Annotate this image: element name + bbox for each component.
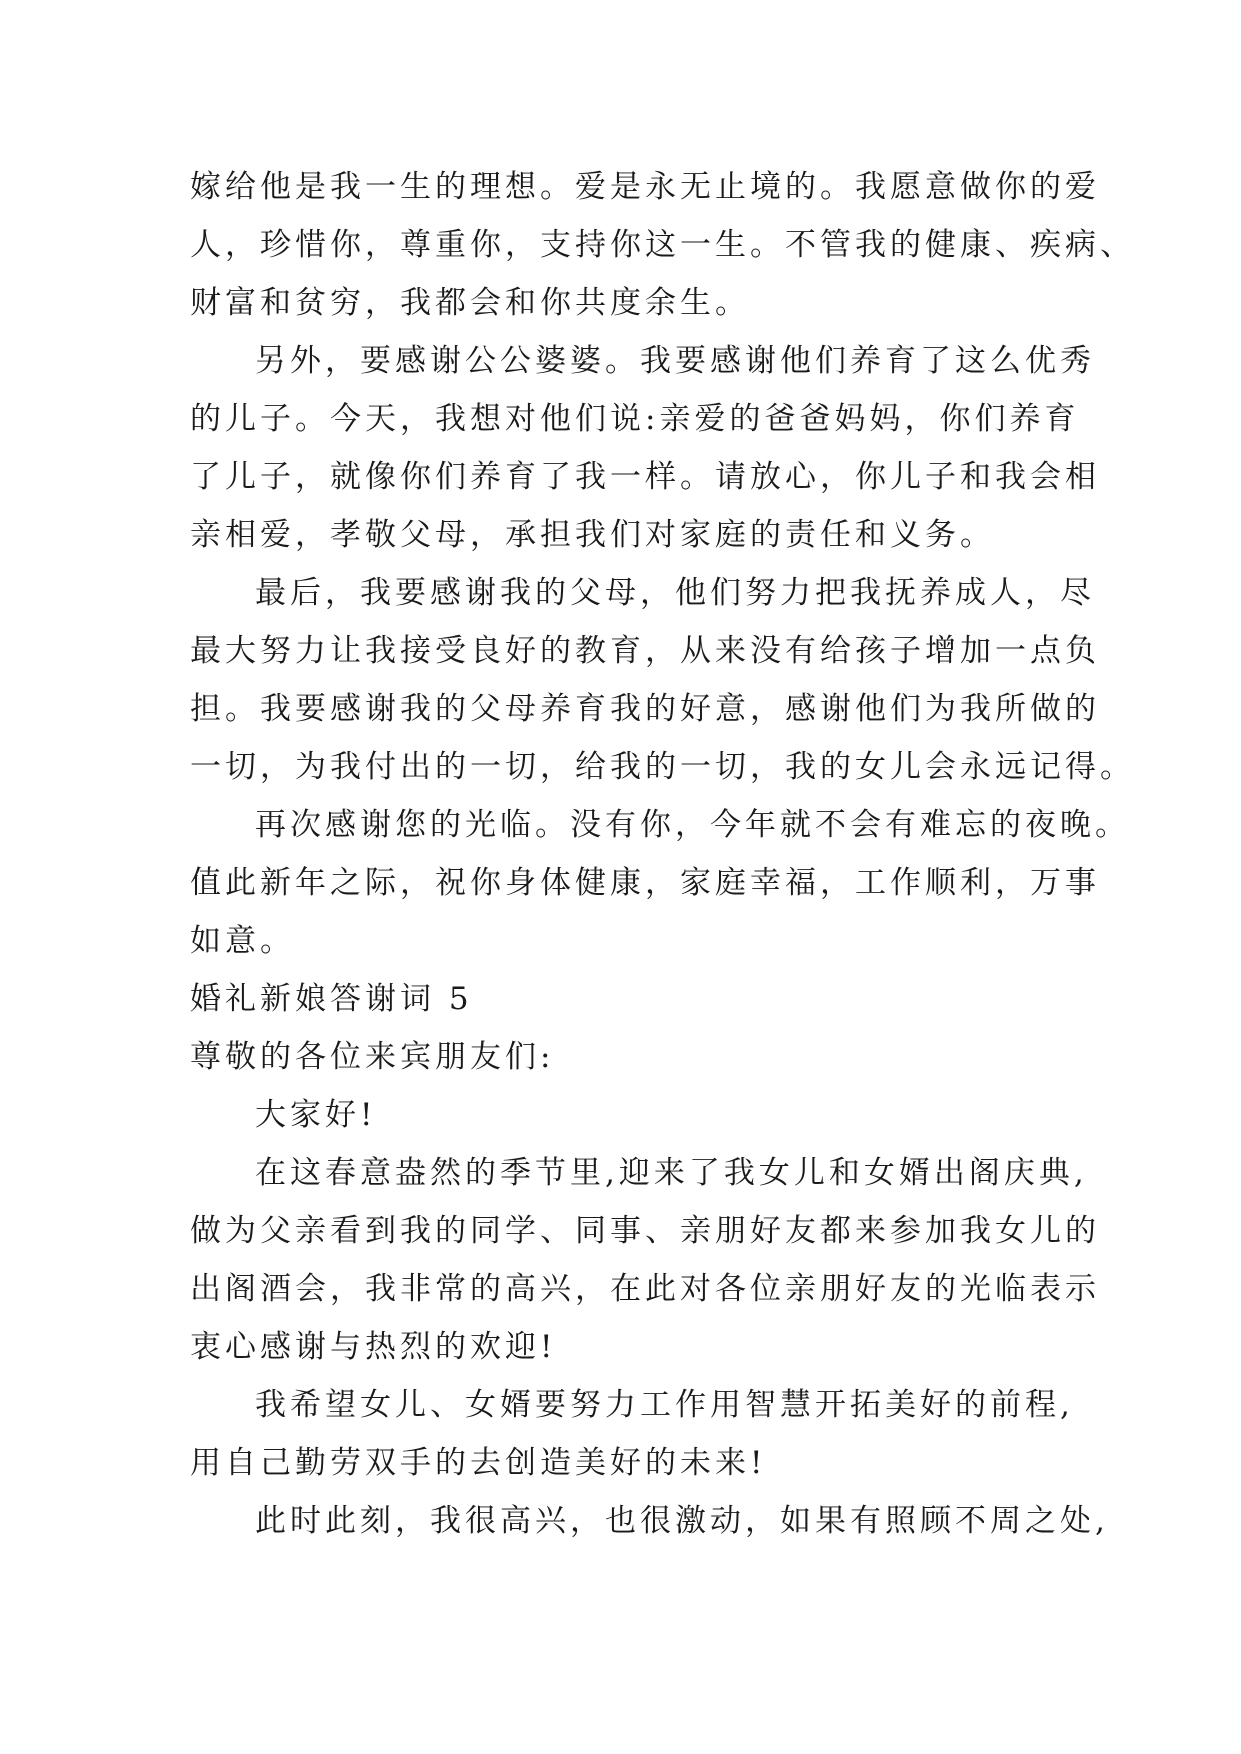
document-body bbox=[190, 158, 1135, 1550]
paragraph-first-line: 我希望女儿、女婿要努力工作用智慧开拓美好的前程, bbox=[255, 1387, 1074, 1423]
text-line: 了儿子，就像你们养育了我一样。请放心，你儿子和我会相 bbox=[190, 459, 1100, 495]
text-line: 亲相爱，孝敬父母，承担我们对家庭的责任和义务。 bbox=[190, 517, 995, 553]
salutation: 尊敬的各位来宾朋友们: bbox=[190, 1039, 555, 1075]
paragraph-first-line: 此时此刻，我很高兴，也很激动，如果有照顾不周之处, bbox=[255, 1503, 1109, 1539]
text-line: 如意。 bbox=[190, 923, 295, 959]
paragraph-first-line: 在这春意盎然的季节里,迎来了我女儿和女婿出阁庆典, bbox=[255, 1155, 1088, 1191]
text-line: 人，珍惜你，尊重你，支持你这一生。不管我的健康、疾病、 bbox=[190, 227, 1135, 263]
text-line: 衷心感谢与热烈的欢迎! bbox=[190, 1329, 557, 1365]
text-line: 一切，为我付出的一切，给我的一切，我的女儿会永远记得。 bbox=[190, 749, 1135, 785]
section-heading: 婚礼新娘答谢词 5 bbox=[190, 981, 473, 1017]
paragraph-first-line: 另外，要感谢公公婆婆。我要感谢他们养育了这么优秀 bbox=[255, 343, 1095, 379]
text-line: 做为父亲看到我的同学、同事、亲朋好友都来参加我女儿的 bbox=[190, 1213, 1100, 1249]
greeting: 大家好! bbox=[255, 1097, 377, 1133]
paragraph-first-line: 最后，我要感谢我的父母，他们努力把我抚养成人，尽 bbox=[255, 575, 1095, 611]
text-line: 最大努力让我接受良好的教育，从来没有给孩子增加一点负 bbox=[190, 633, 1100, 669]
text-line: 嫁给他是我一生的理想。爱是永无止境的。我愿意做你的爱 bbox=[190, 169, 1100, 205]
text-line: 用自己勤劳双手的去创造美好的未来! bbox=[190, 1445, 767, 1481]
paragraph-first-line: 再次感谢您的光临。没有你，今年就不会有难忘的夜晚。 bbox=[255, 807, 1130, 843]
text-line: 财富和贫穷，我都会和你共度余生。 bbox=[190, 285, 750, 321]
text-line: 值此新年之际，祝你身体健康，家庭幸福，工作顺利，万事 bbox=[190, 865, 1100, 901]
text-line: 出阁酒会，我非常的高兴，在此对各位亲朋好友的光临表示 bbox=[190, 1271, 1100, 1307]
text-line: 担。我要感谢我的父母养育我的好意，感谢他们为我所做的 bbox=[190, 691, 1100, 727]
text-line: 的儿子。今天，我想对他们说:亲爱的爸爸妈妈，你们养育 bbox=[190, 401, 1080, 437]
